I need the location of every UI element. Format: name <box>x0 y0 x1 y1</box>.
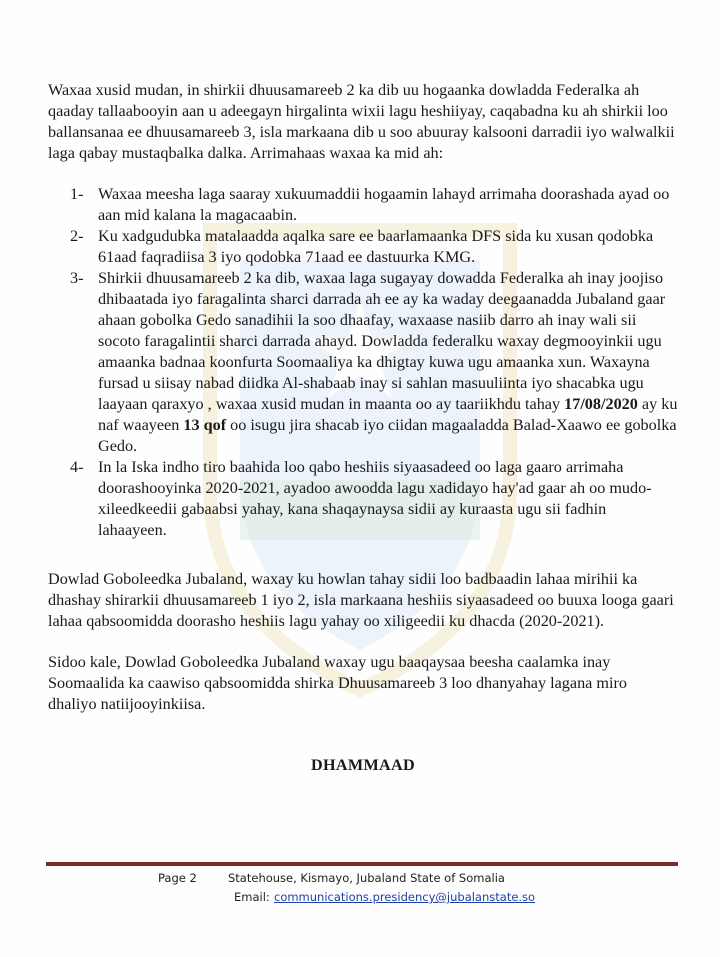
list-item-text-middle: ay ku naf waayeen <box>98 395 678 434</box>
list-item-text-after: oo isugu jira shacab iyo ciidan magaaladda Balad-Xaawo ee gobolka Gedo. <box>98 416 677 455</box>
intro-paragraph: Waxaa xusid mudan, in shirkii dhuusamareeb 2 ka dib uu hogaanka dowladda Federalka ah qaaday tallaabooyin aan u adeegayn hirgalinta wixii lagu heshiiyay, caqabadna ku ah shirkii loo ballansanaa ee dhuusamareeb 3, isla markaana dib u soo abuuray kalsooni darradii iyo walwalkii laga qabay mustaqbalka dalka. Arrimahaas waxaa ka mid ah: <box>48 81 675 162</box>
list-item-text: Waxaa meesha laga saaray xukuumaddii hogaamin lahayd arrimaha doorashada ayad oo aan mid kalana la magacaabin. <box>98 185 670 224</box>
list-item <box>48 184 678 226</box>
footer-divider <box>46 862 678 866</box>
list-item-text: Ku xadgudubka matalaadda aqalka sare ee baarlamaanka DFS sida ku xusan qodobka 61aad faqradiisa 3 iyo qodobka 71aad ee dastuurka KMG. <box>98 227 654 266</box>
list-item-text-before: Shirkii dhuusamareeb 2 ka dib, waxaa laga sugayay dowadda Federalka ah inay joojiso dhibaatada iyo faragalinta sharci darrada ah ee ay ka waday deegaanadda Jubaland gaar ahaan gobolka Gedo sanadihii la soo dhaafay, waxaase nasiib darro ah inay wali sii socoto faragalintii sharci darrada ahayd. Dowladda federalku waxay degmooyinkii ugu amaanka badnaa koonfurta Soomaaliya ka dhigtay kuwa ugu amaanka xun. Waxayna fursad u siisay nabad diidka Al-shabaab inay si sahlan masuuliinta iyo shacabka ugu laayaan qaraxyo , waxaa xusid mudan in maanta oo ay taariikhdu tahay <box>98 269 666 413</box>
footer-address: Statehouse, Kismayo, Jubaland State of Somalia <box>228 871 505 885</box>
list-number: 1- <box>70 185 84 203</box>
list-number: 3- <box>70 269 84 287</box>
list-item-text: In la Iska indho tiro baahida loo qabo heshiis siyaasadeed oo laga gaaro arrimaha doorashooyinka 2020-2021, ayadoo awoodda lagu xadidayo hay'ad gaar ah oo mudo-xileedkeedii gabaabsi yahay, kana shaqaynaysa sidii ay kuraasta ugu sii fadhin lahaayeen. <box>98 458 652 539</box>
casualty-count: 13 qof <box>183 416 227 434</box>
page-number: Page 2 <box>158 871 197 885</box>
list-number: 4- <box>70 458 84 476</box>
list-item <box>48 226 678 268</box>
list-item <box>48 457 678 541</box>
closing-word: DHAMMAAD <box>311 756 415 774</box>
incident-date: 17/08/2020 <box>564 395 638 413</box>
document-body <box>48 80 678 776</box>
page-footer <box>46 871 678 906</box>
list-item <box>48 268 678 457</box>
paragraph-jubaland-commitment: Dowlad Goboleedka Jubaland, waxay ku howlan tahay sidii loo badbaadin lahaa mirihii ka dhashay shirarkii dhuusamareeb 1 iyo 2, isla markaana heshiis siyaasadeed oo buuxa looga gaari lahaa qabsoomidda doorasho heshiis lagu yahay oo xiligeedii ku dhacda (2020-2021). <box>48 570 674 630</box>
paragraph-international-appeal: Sidoo kale, Dowlad Goboleedka Jubaland waxay ugu baaqaysaa beesha caalamka inay Soomaalida ka caawiso qabsoomidda shirka Dhuusamareeb 3 loo dhanyahay lagana miro dhaliyo natiijooyinkiisa. <box>48 653 627 713</box>
email-label: Email: <box>234 890 270 904</box>
email-link[interactable]: communications.presidency@jubalanstate.so <box>274 890 536 904</box>
points-list <box>48 184 678 541</box>
list-number: 2- <box>70 227 84 245</box>
